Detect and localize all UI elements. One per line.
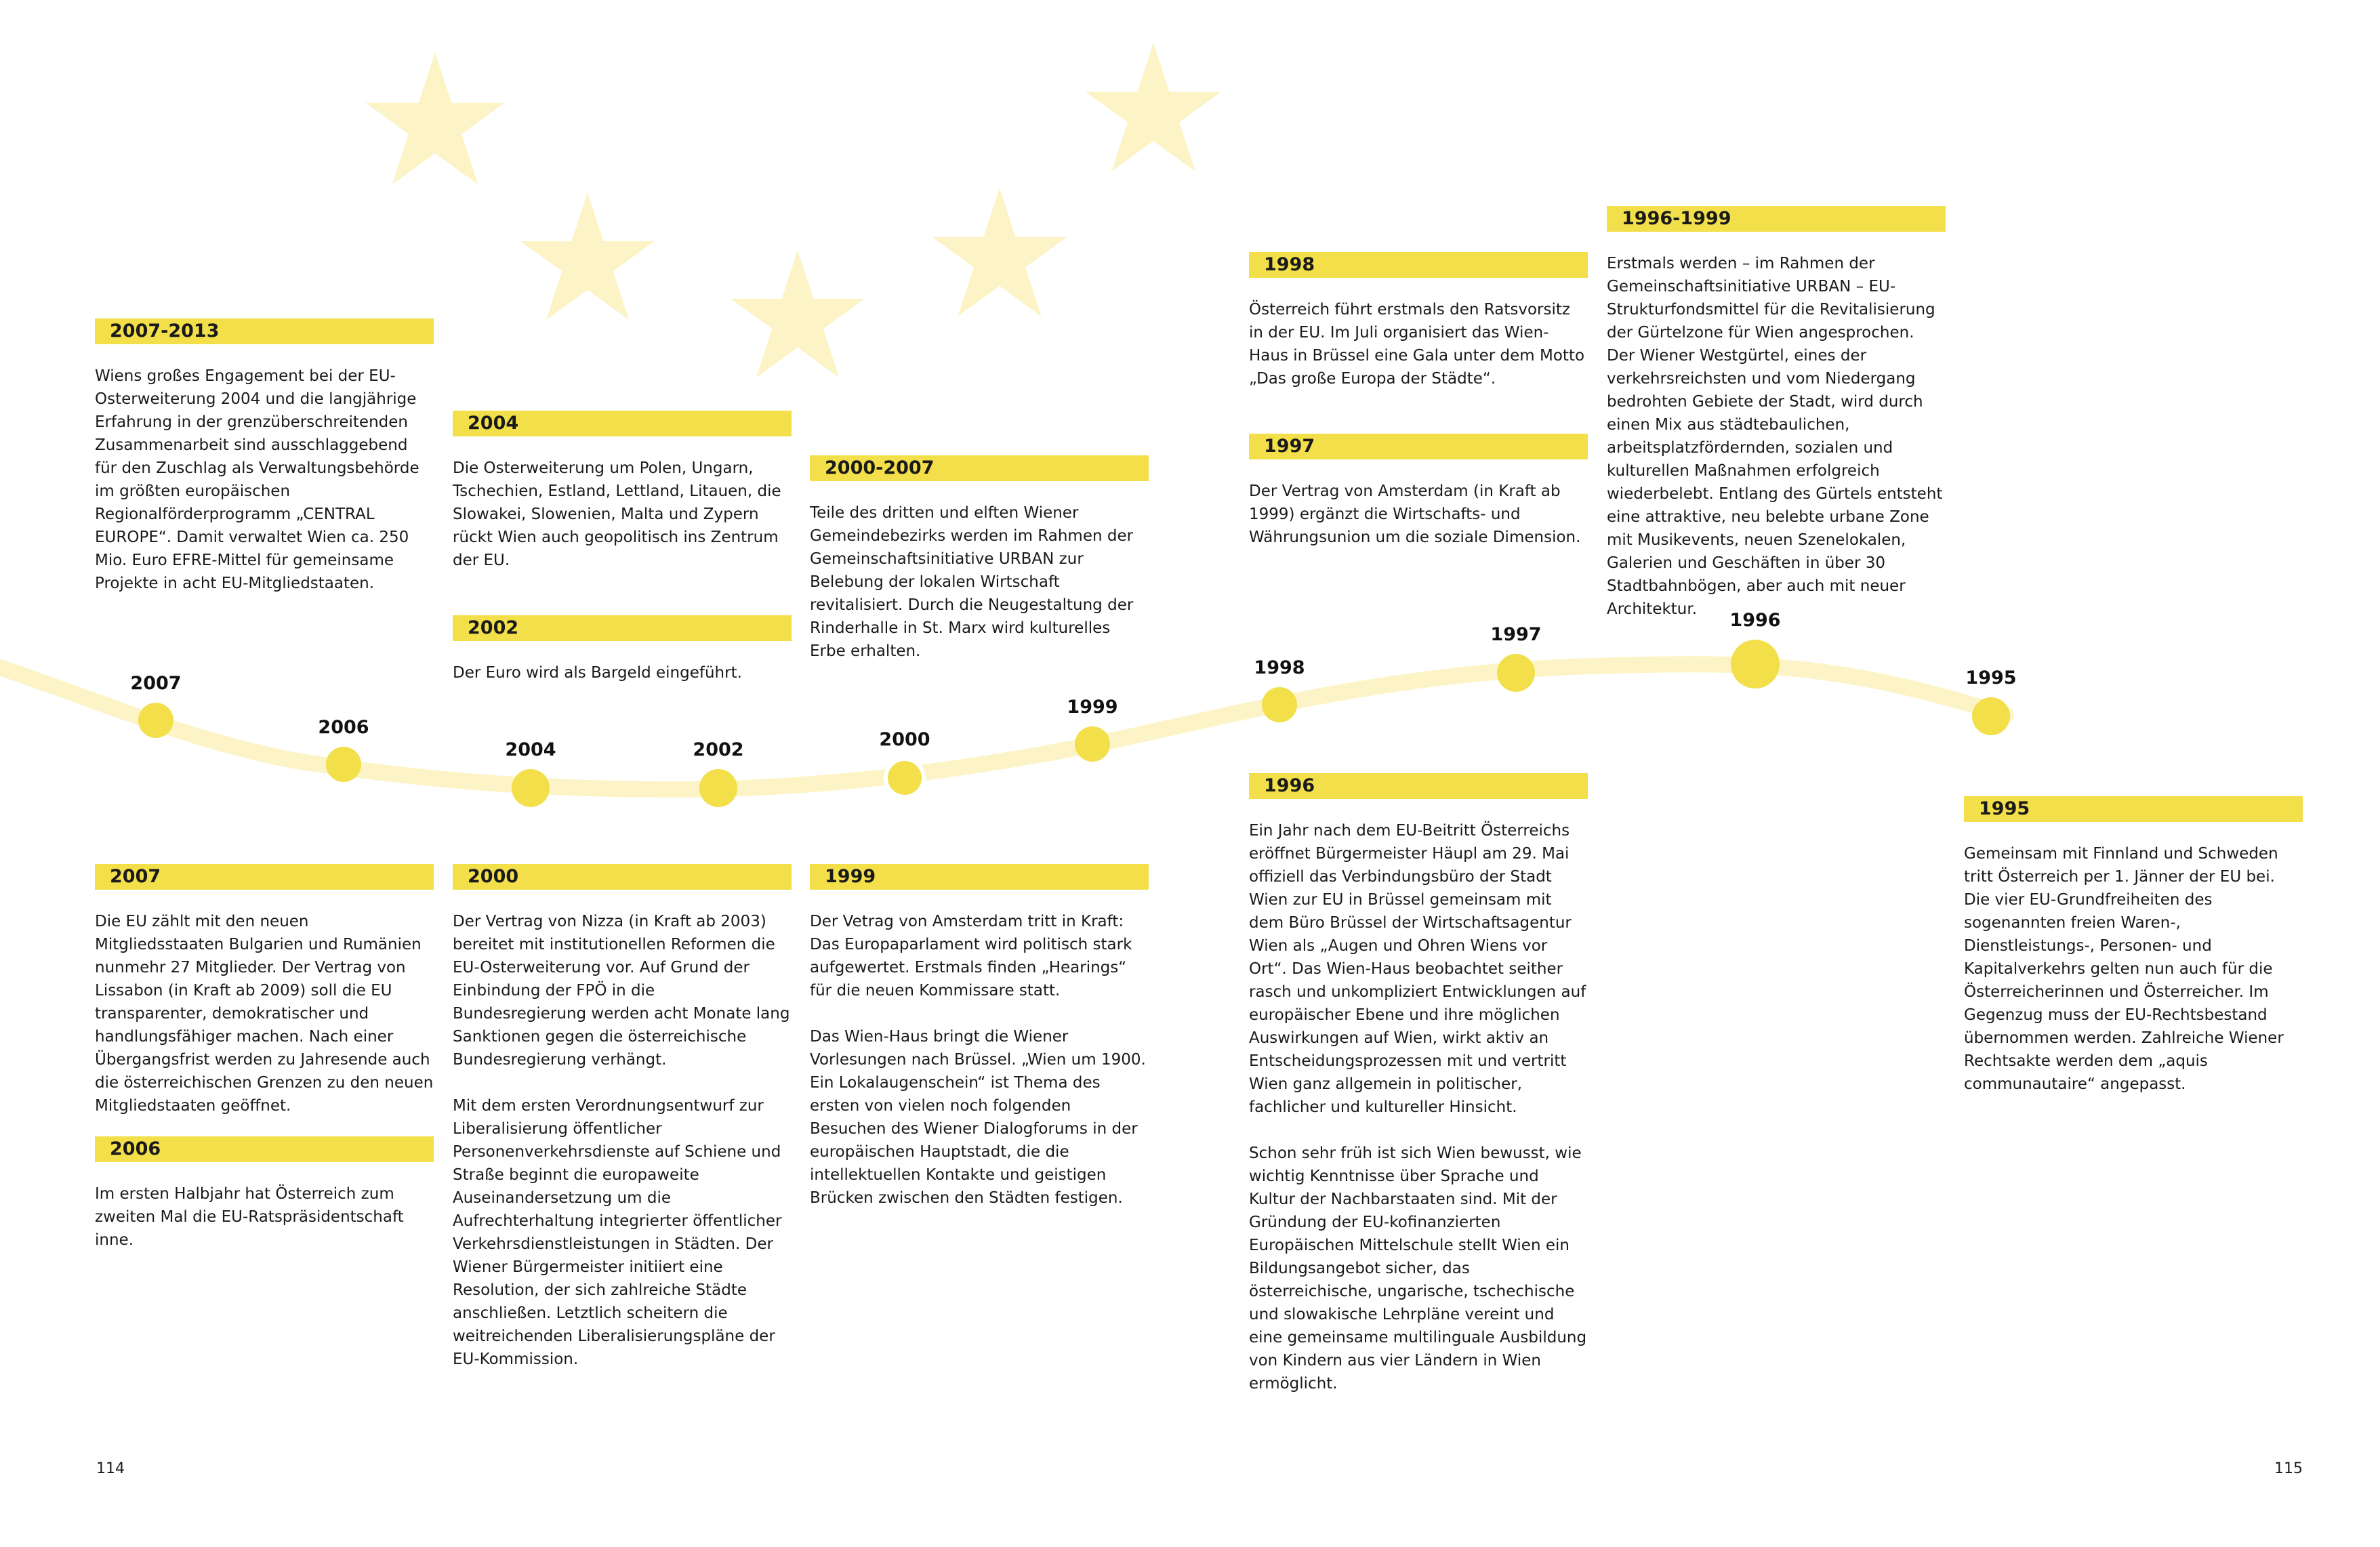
year-tag: 2007 [95, 864, 434, 890]
timeline-dot-1999 [1075, 726, 1110, 762]
entry-2004 [453, 411, 792, 572]
timeline-year-1997: 1997 [1490, 624, 1542, 645]
entry-text: Das Wien-Haus bringt die Wiener Vorlesungen nach Brüssel. „Wien um 1900. Ein Lokalaugenschein“ ist Thema des ersten von vielen noch folgenden Besuchen des Wiener Dialogforums in der europäischen Hauptstadt, die die intellektuellen Kontakte und geistigen Brücken zwischen den Städten festigen. [810, 1028, 1146, 1207]
timeline-dot-1998 [1262, 687, 1297, 722]
timeline-wave-icon [0, 664, 2006, 789]
entry-2006 [95, 1136, 434, 1252]
entry-2002 [453, 615, 792, 684]
entry-text: Im ersten Halbjahr hat Österreich zum zweiten Mal die EU-Ratspräsidentschaft inne. [95, 1185, 404, 1249]
entry-text: Erstmals werden – im Rahmen der Gemeinschaftsinitiative URBAN – EU-Strukturfondsmittel für die Revitalisierung der Gürtelzone für Wien angesprochen. Der Wiener Westgürtel, eines der verkehrsreichsten und vom Niedergang bedrohten Gebiete der Stadt, wird durch einen Mix aus städtebaulichen, arbeitsplatzfördernden, sozialen und kulturellen Maßnahmen erfolgreich wiederbelebt. Entlang des Gürtels entsteht eine attraktive, neu belebte urbane Zone mit Musikevents, neuen Szenelokalen, Galerien und Geschäften in über 30 Stadtbahnbögen, aber auch mit neuer Architektur. [1607, 255, 1943, 618]
entry-text: Die Osterweiterung um Polen, Ungarn, Tschechien, Estland, Lettland, Litauen, die Slowakei, Slowenien, Malta und Zypern rückt Wien auch geopolitisch ins Zentrum der EU. [453, 459, 781, 569]
year-tag: 1996 [1249, 773, 1588, 799]
entry-text: Der Vertrag von Nizza (in Kraft ab 2003) bereitet mit institutionellen Reformen die EU-Osterweiterung vor. Auf Grund der Einbindung der FPÖ in die Bundesregierung werden acht Monate lang Sanktionen gegen die österreichische Bundesregierung verhängt. [453, 913, 790, 1069]
timeline-dot-1996 [1731, 640, 1780, 688]
star-shape [932, 188, 1067, 316]
entry-1997 [1249, 434, 1588, 549]
entry-1999 [810, 864, 1149, 1210]
timeline-dot-2004 [512, 769, 550, 807]
year-tag: 2000-2007 [810, 455, 1149, 481]
timeline-year-1999: 1999 [1067, 697, 1118, 718]
timeline-dot-2000 [886, 759, 924, 797]
entry-text: Der Vetrag von Amsterdam tritt in Kraft: Das Europaparlament wird politisch stark aufgewertet. Erstmals finden „Hearings“ für die neuen Kommissare statt. [810, 913, 1132, 999]
entry-1995 [1964, 796, 2303, 1096]
entry-2000 [453, 864, 792, 1371]
year-tag: 1995 [1964, 796, 2303, 822]
year-tag: 2004 [453, 411, 792, 436]
year-tag: 1997 [1249, 434, 1588, 459]
entry-1998 [1249, 252, 1588, 390]
entry-2000-2007 [810, 455, 1149, 663]
year-tag: 2006 [95, 1136, 434, 1162]
timeline-dot-2007 [138, 703, 173, 738]
entry-text: Schon sehr früh ist sich Wien bewusst, wie wichtig Kenntnisse über Sprache und Kultur der Nachbarstaaten sind. Mit der Gründung der EU-kofinanzierten Europäischen Mittelschule stellt Wien ein Bildungsangebot sicher, das österreichische, ungarische, tschechische und slowakische Lehrpläne vereint und eine gemeinsame multilinguale Ausbildung von Kindern aus vier Ländern in Wien ermöglicht. [1249, 1144, 1587, 1393]
entry-text: Mit dem ersten Verordnungsentwurf zur Liberalisierung öffentlicher Personenverkehrsdienste auf Schiene und Straße beginnt die europaweite Auseinandersetzung um die Aufrechterhaltung integrierter öffentlicher Verkehrsdienstleistungen in Städten. Der Wiener Bürgermeister initiiert eine Resolution, der sich zahlreiche Städte anschließen. Letztlich scheitern die weitreichenden Liberalisierungspläne der EU-Kommission. [453, 1097, 782, 1368]
star-shape [731, 250, 865, 377]
entry-text: Österreich führt erstmals den Ratsvorsitz in der EU. Im Juli organisiert das Wien-Haus in Brüssel eine Gala unter dem Motto „Das große Europa der Städte“. [1249, 301, 1585, 388]
timeline-year-1998: 1998 [1254, 657, 1305, 678]
timeline-year-2000: 2000 [879, 729, 930, 750]
timeline-year-2004: 2004 [505, 739, 556, 760]
entry-2007-2013 [95, 318, 434, 595]
timeline-dot-1997 [1497, 654, 1535, 692]
entry-text: Die EU zählt mit den neuen Mitgliedsstaaten Bulgarien und Rumänien nunmehr 27 Mitglieder. Der Vertrag von Lissabon (in Kraft ab 2009) soll die EU transparenter, demokratischer und handlungsfähiger machen. Nach einer Übergangsfrist werden zu Jahresende auch die österreichischen Grenzen zu den neuen Mitgliedstaaten geöffnet. [95, 913, 434, 1115]
page-number-right: 115 [2274, 1460, 2303, 1477]
page-number-left: 114 [96, 1460, 125, 1477]
year-tag: 2007-2013 [95, 318, 434, 344]
entry-text: Ein Jahr nach dem EU-Beitritt Österreichs eröffnet Bürgermeister Häupl am 29. Mai offiziell das Verbindungsbüro der Stadt Wien zur EU in Brüssel gemeinsam mit dem Büro Brüssel der Wirtschaftsagentur Wien als „Augen und Ohren Wiens vor Ort“. Das Wien-Haus beobachtet seither rasch und unkompliziert Entwicklungen auf europäischer Ebene und ihre möglichen Auswirkungen auf Wien, wirkt aktiv an Entscheidungsprozessen mit und vertritt Wien ganz allgemein in politischer, fachlicher und kultureller Hinsicht. [1249, 822, 1586, 1116]
entry-2007 [95, 864, 434, 1117]
year-tag: 2002 [453, 615, 792, 641]
entry-text: Der Vertrag von Amsterdam (in Kraft ab 1999) ergänzt die Wirtschafts- und Währungsunion um die soziale Dimension. [1249, 482, 1581, 546]
year-tag: 1996-1999 [1607, 206, 1946, 232]
timeline-dot-2002 [699, 769, 737, 807]
star-shape [365, 52, 504, 184]
entry-text: Wiens großes Engagement bei der EU-Osterweiterung 2004 und die langjährige Erfahrung in der grenzüberschreitenden Zusammenarbeit sind ausschlaggebend für den Zuschlag als Verwaltungsbehörde im größten europäischen Regionalförderprogramm „CENTRAL EUROPE“. Damit verwaltet Wien ca. 250 Mio. Euro EFRE-Mittel für gemeinsame Projekte in acht EU-Mitgliedstaaten. [95, 367, 419, 592]
star-shape [1086, 43, 1221, 171]
timeline-year-2006: 2006 [318, 717, 369, 738]
timeline-year-1996: 1996 [1729, 610, 1781, 631]
entry-text: Teile des dritten und elften Wiener Gemeindebezirks werden im Rahmen der Gemeinschaftsinitiative URBAN zur Belebung der lokalen Wirtschaft revitalisiert. Durch die Neugestaltung der Rinderhalle in St. Marx wird kulturelles Erbe erhalten. [810, 504, 1134, 660]
entry-text: Der Euro wird als Bargeld eingeführt. [453, 664, 742, 682]
timeline-dot-1995 [1972, 697, 2010, 735]
year-tag: 1999 [810, 864, 1149, 890]
timeline-year-2007: 2007 [130, 673, 182, 694]
star-shape [520, 192, 655, 320]
year-tag: 1998 [1249, 252, 1588, 278]
entry-text: Gemeinsam mit Finnland und Schweden tritt Österreich per 1. Jänner der EU bei. Die vier EU-Grundfreiheiten des sogenannten freien Waren-, Dienstleistungs-, Personen- und Kapitalverkehrs gelten nun auch für die Österreicherinnen und Österreicher. Im Gegenzug muss der EU-Rechtsbestand übernommen werden. Zahlreiche Wiener Rechtsakte werden dem „aquis communautaire“ angepasst. [1964, 845, 2284, 1093]
entry-1996-1999 [1607, 206, 1946, 621]
entry-1996 [1249, 773, 1588, 1395]
timeline-dot-2006 [326, 747, 361, 782]
timeline-year-2002: 2002 [693, 739, 744, 760]
timeline-year-1995: 1995 [1965, 667, 2017, 688]
eu-stars-icon [365, 43, 1221, 377]
year-tag: 2000 [453, 864, 792, 890]
